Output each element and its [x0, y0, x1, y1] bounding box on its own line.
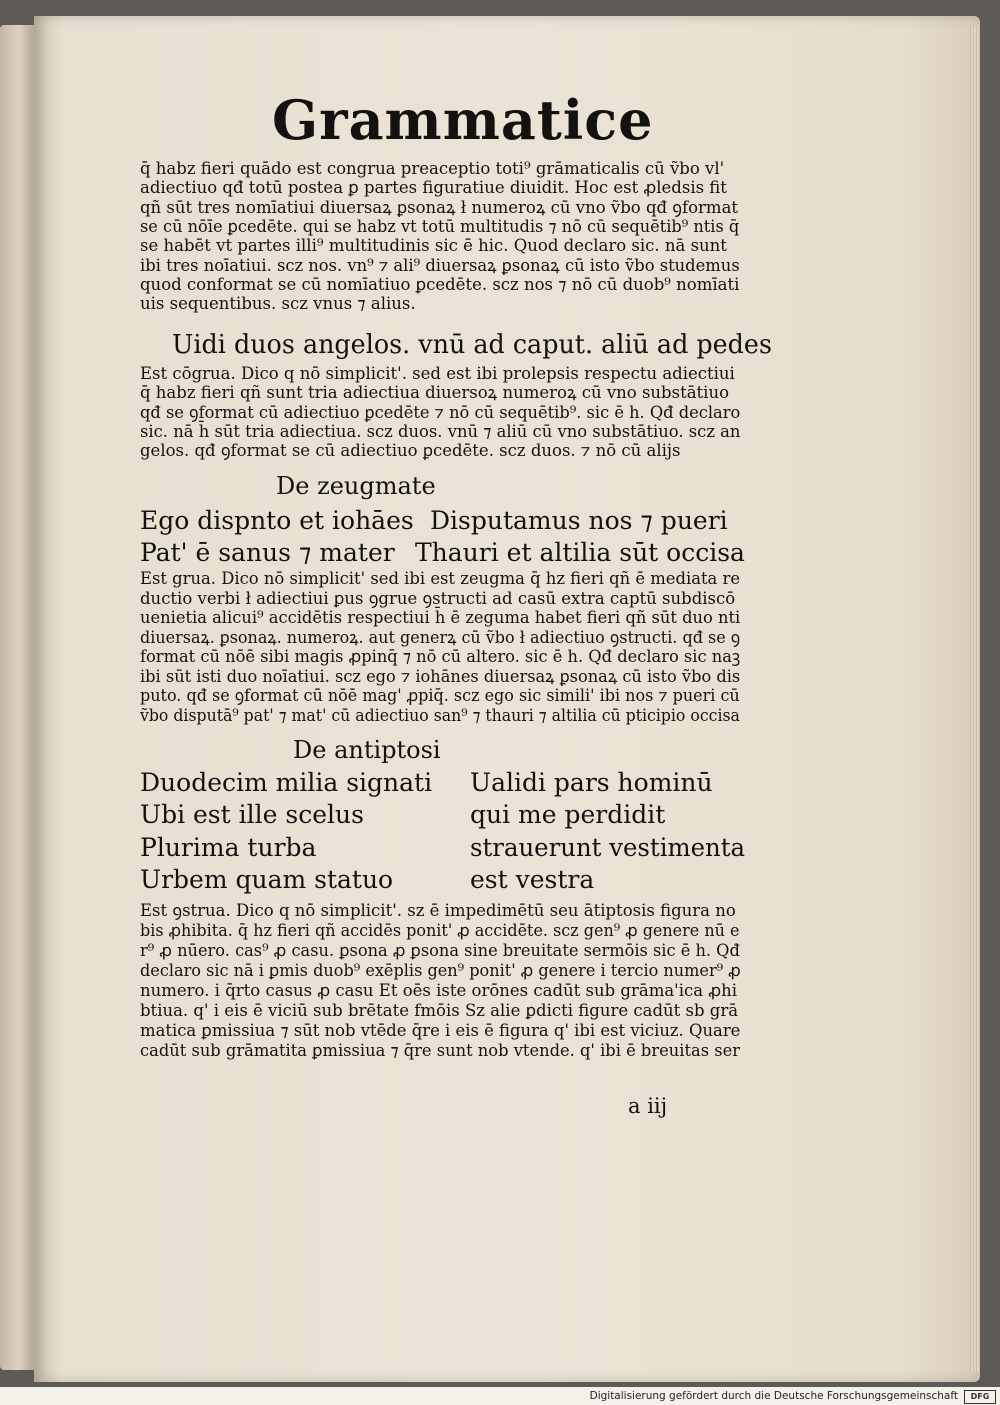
- zeugma-example-1-left: Ego dispnto et iohāes: [140, 506, 414, 535]
- para3-line-1: Est grua. Dico nō simplicit' sed ibi est zeugma q̄ hz fieri qñ ē mediata re: [140, 569, 741, 588]
- para2-line-5: gelos. qđ ꝯformat se cū adiectiuo ꝑcedēte. scz duos. ⁊ nō cū alijs: [140, 441, 681, 460]
- antiptosis-example-right-2: qui me perdidit: [470, 800, 666, 829]
- antiptosis-example-left-1: Duodecim milia signati: [140, 768, 433, 797]
- antiptosis-example-right-3: strauerunt vestimenta: [470, 833, 746, 862]
- antiptosis-example-left-3: Plurima turba: [140, 833, 317, 862]
- section-heading-zeugma: De zeugmate: [276, 472, 436, 500]
- lemma-line: Uidi duos angelos. vnū ad caput. aliū ad pedes: [172, 329, 772, 360]
- zeugma-example-2-right: Thauri et altilia sūt occisa: [415, 538, 745, 567]
- page-fore-edge: [970, 26, 980, 1372]
- para3-line-6: ibi sūt isti duo noīatiui. scz ego ⁊ iohānes diuersaꝝ ꝑsonaꝝ cū isto ṽbo dis: [140, 667, 741, 686]
- para4-line-4: declaro sic nā i ꝑmis duob⁹ exēplis gen⁹ ponit' ꝓ genere i tercio numer⁹ ꝓ: [140, 961, 741, 980]
- para1-line-4: se cū nōīe ꝑcedēte. qui se habz vt totū multitudis ⁊ nō cū sequētib⁹ ntis q̄: [140, 217, 740, 236]
- para1-line-7: quod conformat se cū nomīatiuo ꝑcedēte. scz nos ⁊ nō cū duob⁹ nomīati: [140, 275, 740, 294]
- para3-line-7: puto. qđ se ꝯformat cū nōē mag' ꝓpiq̄. scz ego sic simili' ibi nos ⁊ pueri cū: [140, 686, 740, 705]
- para1-line-5: se habēt vt partes illi⁹ multitudinis sic ē hic. Quod declaro sic. nā sunt: [140, 236, 727, 255]
- funding-credit: Digitalisierung gefördert durch die Deutsche Forschungsgemeinschaft: [589, 1390, 958, 1402]
- signature-mark: a iij: [628, 1094, 668, 1118]
- para3-line-3: uenietia alicui⁹ accidētis respectiui h̄ ē zeguma habet fieri qñ sūt duo nti: [140, 608, 741, 627]
- para3-line-8: ṽbo disputā⁹ pat' ⁊ mat' cū adiectiuo san⁹ ⁊ thauri ⁊ altilia cū pticipio occisa: [140, 706, 740, 725]
- para1-line-6: ibi tres noīatiui. scz nos. vn⁹ ⁊ ali⁹ diuersaꝝ ꝑsonaꝝ cū isto ṽbo studemus: [140, 256, 740, 275]
- para1-line-8: uis sequentibus. scz vnus ⁊ alius.: [140, 294, 416, 313]
- para3-line-2: ductio verbi ł adiectiui ꝑus ꝯgrue ꝯstructi ad casū extra captū subdiscō: [140, 589, 736, 608]
- dfg-logo: DFG: [964, 1390, 996, 1404]
- running-head: Grammatice: [272, 88, 654, 152]
- para4-line-5: numero. i q̄rto casus ꝓ casu Et oēs iste orōnes cadūt sub grāma'ica ꝓhi: [140, 981, 737, 1000]
- zeugma-example-1-right: Disputamus nos ⁊ pueri: [430, 506, 728, 535]
- previous-page-edge: [0, 25, 34, 1370]
- para1-line-2: adiectiuo qđ totū postea ꝑ partes figuratiue diuidit. Hoc est ꝓledsis fit: [140, 178, 727, 197]
- antiptosis-example-left-4: Urbem quam statuo: [140, 865, 394, 894]
- para4-line-3: r⁹ ꝓ nūero. cas⁹ ꝓ casu. ꝑsona ꝓ ꝑsona sine breuitate sermōis sic ē h. Qđ: [140, 941, 740, 960]
- zeugma-example-2-left: Pat' ē sanus ⁊ mater: [140, 538, 395, 567]
- para2-line-2: q̄ habz fieri qñ sunt tria adiectiua diuersoꝝ numeroꝝ cū vno substātiuo: [140, 383, 730, 402]
- para4-line-1: Est ꝯstrua. Dico q nō simplicit'. sz ē impedimētū seu ātiptosis figura no: [140, 901, 736, 920]
- para3-line-4: diuersaꝝ. ꝑsonaꝝ. numeroꝝ. aut generꝝ cū ṽbo ł adiectiuo ꝯstructi. qđ se ꝯ: [140, 628, 741, 647]
- para3-line-5: format cū nōē sibi magis ꝓpinq̄ ⁊ nō cū altero. sic ē h. Qđ declaro sic naꝫ: [140, 647, 741, 666]
- para1-line-3: qñ sūt tres nomīatiui diuersaꝝ ꝑsonaꝝ ł numeroꝝ cū vno ṽbo qđ ꝯformat: [140, 198, 739, 217]
- para4-line-7: matica ꝑmissiua ⁊ sūt nob vtēde q̄re i eis ē figura q' ibi est viciuz. Quare: [140, 1021, 741, 1040]
- para4-line-2: bis ꝓhibita. q̄ hz fieri qñ accidēs ponit' ꝓ accidēte. scz gen⁹ ꝓ genere nū e: [140, 921, 740, 940]
- para4-line-6: btiua. q' i eis ē viciū sub brētate fmōis Sz alie ꝑdicti figure cadūt sb grā: [140, 1001, 739, 1020]
- antiptosis-example-right-4: est vestra: [470, 865, 595, 894]
- para2-line-1: Est cōgrua. Dico q nō simplicit'. sed est ibi prolepsis respectu adiectiui: [140, 364, 735, 383]
- para2-line-3: qđ se ꝯformat cū adiectiuo ꝑcedēte ⁊ nō cū sequētib⁹. sic ē h. Qđ declaro: [140, 403, 741, 422]
- section-heading-antiptosis: De antiptosi: [293, 736, 441, 764]
- antiptosis-example-right-1: Ualidi pars hominū: [470, 768, 713, 797]
- para2-line-4: sic. nā h̄ sūt tria adiectiua. scz duos. vnū ⁊ aliū cū vno substātiuo. scz an: [140, 422, 741, 441]
- para1-line-1: q̄ habz fieri quādo est congrua preaceptio toti⁹ grāmaticalis cū ṽbo vl': [140, 159, 725, 178]
- antiptosis-example-left-2: Ubi est ille scelus: [140, 800, 364, 829]
- para4-line-8: cadūt sub grāmatita ꝑmissiua ⁊ q̄re sunt nob vtende. q' ibi ē breuitas ser: [140, 1041, 741, 1060]
- footer-bar: [0, 1387, 1000, 1405]
